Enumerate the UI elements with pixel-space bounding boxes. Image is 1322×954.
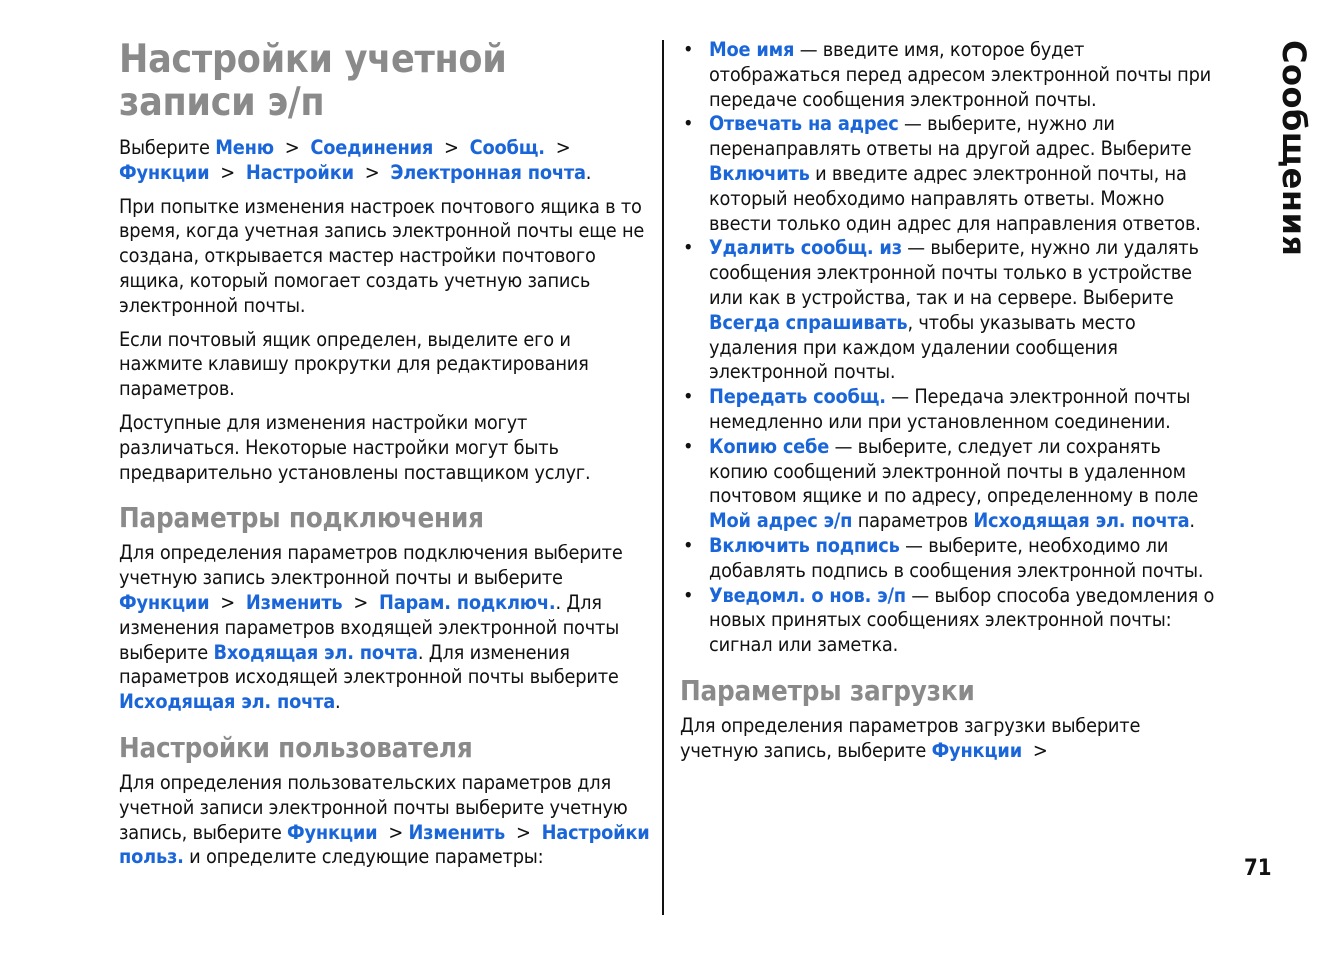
- link-outgoing-mail-params[interactable]: Исходящая эл. почта: [973, 509, 1190, 533]
- settings-list: [680, 38, 1216, 658]
- paragraph-edit: Если почтовый ящик определен, выделите его и нажмите клавишу прокрутки для редактирования параметров.: [119, 327, 589, 401]
- setting-copy-to-self[interactable]: Копию себе: [709, 434, 830, 458]
- path-link-settings[interactable]: Настройки: [245, 160, 354, 184]
- heading-connection: Параметры подключения: [119, 502, 484, 535]
- setting-send-message[interactable]: Передать сообщ.: [709, 385, 886, 409]
- left-column: [119, 38, 651, 879]
- link-my-email-address[interactable]: Мой адрес э/п: [709, 509, 853, 533]
- setting-include-signature[interactable]: Включить подпись: [709, 533, 900, 557]
- link-incoming-mail[interactable]: Входящая эл. почта: [213, 640, 418, 664]
- list-item-delete-from: • Удалить сообщ. из — выберите, нужно ли удалять сообщения электронной почты только в устройстве или как в устройства, так и на сервере. Выберите Всегда спрашивать, чтобы указывать место удаления при каждом удалении сообщения электронной почты.: [683, 236, 1199, 384]
- path-link-connections[interactable]: Соединения: [310, 136, 434, 159]
- heading-download: Параметры загрузки: [680, 674, 975, 707]
- list-item-my-name: • Мое имя — введите имя, которое будет отображаться перед адресом электронной почты при передаче сообщения электронной почты.: [683, 38, 1212, 111]
- heading-user-settings: Настройки пользователя: [119, 731, 473, 764]
- page-title: Настройки учетной записи э/п: [119, 37, 507, 125]
- link-edit[interactable]: Изменить: [245, 590, 343, 614]
- setting-delete-from[interactable]: Удалить сообщ. из: [709, 236, 902, 260]
- option-always-ask[interactable]: Всегда спрашивать: [709, 310, 908, 334]
- link-functions-download[interactable]: Функции: [931, 738, 1022, 762]
- link-functions[interactable]: Функции: [119, 590, 210, 614]
- menu-path: Выберите Меню > Соединения > Сообщ. > Функции > Настройки > Электронная почта.: [119, 136, 592, 184]
- paragraph-note: Доступные для изменения настройки могут различаться. Некоторые настройки могут быть предварительно установлены поставщиком услуг.: [119, 410, 591, 484]
- path-link-messages[interactable]: Сообщ.: [469, 136, 545, 159]
- list-item-new-mail-alert: • Уведомл. о нов. э/п — выбор способа уведомления о новых принятых сообщениях электронной почты: сигнал или заметка.: [683, 583, 1215, 657]
- page-number: 71: [1244, 856, 1272, 881]
- paragraph-wizard: При попытке изменения настроек почтового ящика в то время, когда учетная запись электронной почты еще не создана, открывается мастер настройки почтового ящика, который помогает создать учетную запись электронной почты.: [119, 194, 645, 317]
- right-column: [680, 38, 1216, 773]
- list-item-reply-to: • Отвечать на адрес — выберите, нужно ли перенаправлять ответы на другой адрес. Выберите Включить и введите адрес электронной почты, на который необходимо направлять ответы. Можно ввести только один адрес для направления ответов.: [683, 112, 1201, 235]
- paragraph-user-settings: Для определения пользовательских параметров для учетной записи электронной почты выберите учетную запись, выберите Функции > Изменить > Настройки польз. и определите следующие параметры:: [119, 770, 650, 869]
- path-link-functions[interactable]: Функции: [119, 160, 210, 184]
- link-edit-user[interactable]: Изменить: [408, 820, 506, 844]
- section-tab: Сообщения: [1275, 40, 1313, 257]
- setting-my-name[interactable]: Мое имя: [709, 38, 795, 61]
- path-link-menu[interactable]: Меню: [215, 136, 274, 159]
- link-functions-user[interactable]: Функции: [287, 820, 378, 844]
- paragraph-connection: Для определения параметров подключения выберите учетную запись электронной почты и выберите Функции > Изменить > Парам. подключ.. Для изменения параметров входящей электронной почты выберите Входящая эл. почта. Для изменения параметров исходящей электронной почты выберите Исходящая эл. почта.: [119, 541, 623, 714]
- paragraph-download: Для определения параметров загрузки выберите учетную запись, выберите Функции >: [680, 713, 1141, 762]
- column-divider: [662, 40, 664, 915]
- list-item-send-message: • Передать сообщ. — Передача электронной почты немедленно или при установленном соединении.: [683, 385, 1191, 433]
- link-connection-params[interactable]: Парам. подключ.: [379, 590, 556, 614]
- setting-reply-to[interactable]: Отвечать на адрес: [709, 112, 899, 136]
- link-outgoing-mail[interactable]: Исходящая эл. почта: [119, 690, 336, 714]
- option-enable[interactable]: Включить: [709, 161, 810, 185]
- list-item-signature: • Включить подпись — выберите, необходимо ли добавлять подпись в сообщения электронной почты.: [683, 533, 1204, 582]
- link-user-settings[interactable]: Настройки польз.: [119, 820, 650, 869]
- path-link-email[interactable]: Электронная почта: [390, 160, 586, 184]
- setting-new-mail-alert[interactable]: Уведомл. о нов. э/п: [709, 583, 906, 607]
- list-item-copy-to-self: • Копию себе — выберите, следует ли сохранять копию сообщений электронной почты в удаленном почтовом ящике и по адресу, определенному в поле Мой адрес э/п параметров Исходящая эл. почта.: [683, 434, 1199, 533]
